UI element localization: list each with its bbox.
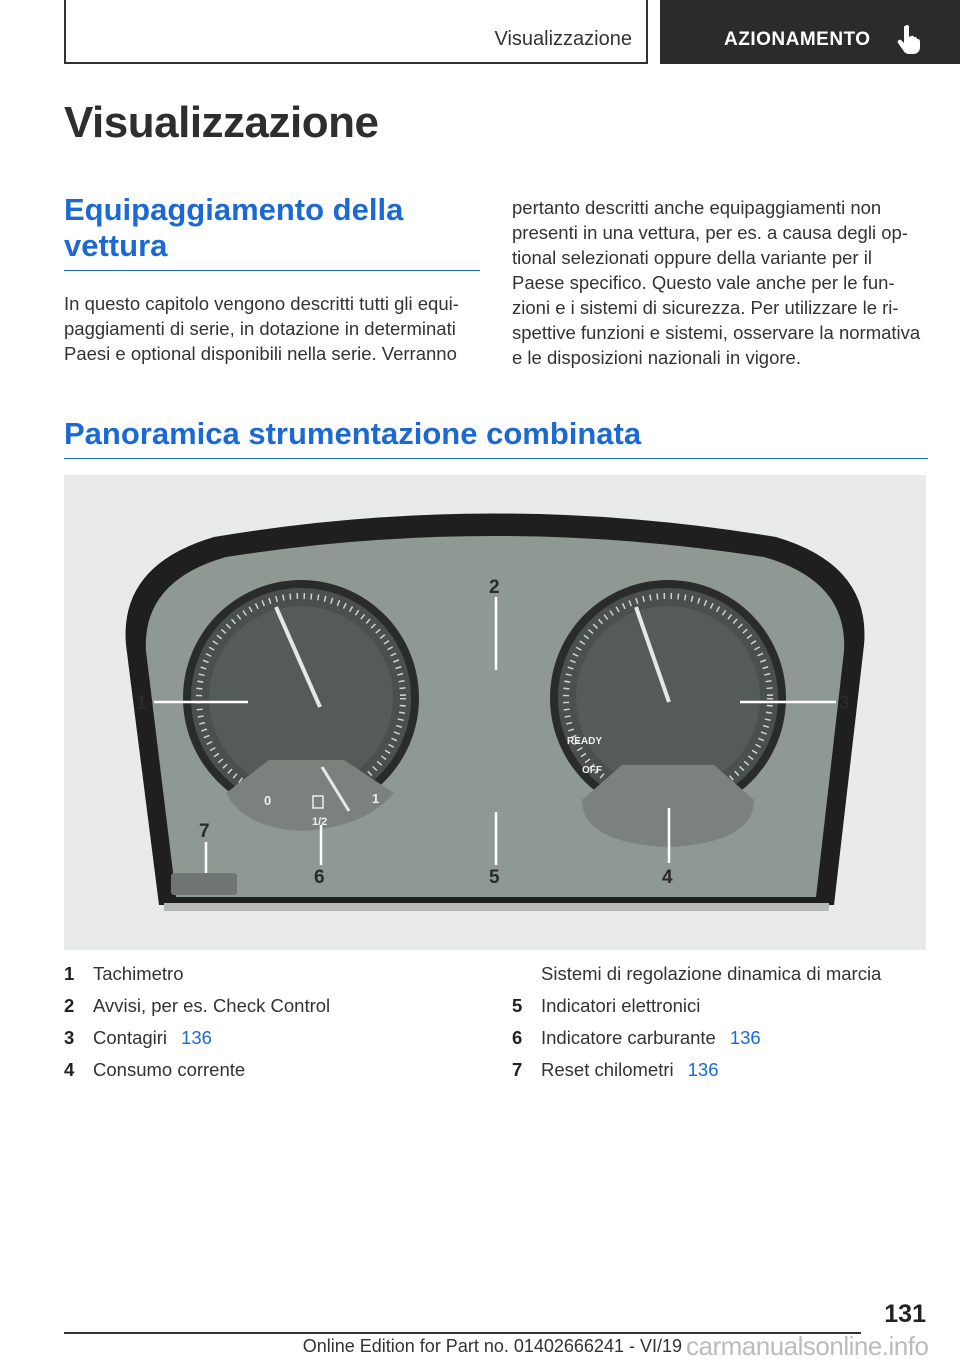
legend-text: Avvisi, per es. Check Control	[93, 995, 331, 1016]
legend-item	[512, 990, 932, 1022]
legend-text: Indicatore carburante	[541, 1027, 716, 1048]
text-line: zioni e i sistemi di sicurezza. Per utilizzare le ri-	[512, 297, 899, 318]
callout-6: 6	[314, 867, 325, 888]
callout-5: 5	[489, 867, 500, 888]
callout-7: 7	[199, 821, 210, 842]
legend-text: Indicatori elettronici	[541, 995, 701, 1016]
legend-number: 1	[64, 963, 75, 984]
text-line: presenti in una vettura, per es. a causa degli op-	[512, 222, 908, 243]
fuel-scale-half: 1/2	[312, 816, 328, 828]
callout-1: 1	[136, 693, 147, 714]
callout-2: 2	[489, 577, 500, 598]
edition-note: Online Edition for Part no. 01402666241 - VI/19	[302, 1336, 682, 1356]
section-title-equipment	[64, 192, 480, 271]
intro-paragraph-col2	[512, 195, 932, 370]
section-title-line-2: vettura	[64, 228, 168, 263]
legend-item	[64, 1022, 484, 1054]
legend-right-column	[512, 958, 932, 1086]
legend-text: Tachimetro	[93, 963, 184, 984]
fuel-scale-0: 0	[264, 793, 272, 808]
off-label: OFF	[582, 765, 602, 776]
cluster-trim	[164, 903, 829, 911]
ready-label: READY	[567, 736, 603, 747]
legend-number: 6	[512, 1027, 523, 1048]
legend-number: 5	[512, 995, 523, 1016]
text-line: pertanto descritti anche equipaggiamenti non	[512, 197, 882, 218]
section-title-line-1: Equipaggiamento della	[64, 192, 404, 227]
legend-text: Contagiri	[93, 1027, 168, 1048]
legend-number: 2	[64, 995, 75, 1016]
legend-item	[64, 990, 484, 1022]
pointing-hand-icon	[896, 24, 920, 54]
legend-number: 7	[512, 1059, 523, 1080]
legend-item	[64, 958, 484, 990]
text-line: Paese specifico. Questo vale anche per le fun-	[512, 272, 895, 293]
chapter-tab[interactable]	[660, 0, 960, 64]
text-line: e le disposizioni nazionali in vigore.	[512, 347, 801, 368]
legend-number: 3	[64, 1027, 75, 1048]
intro-paragraph-col1	[64, 291, 484, 366]
callout-3: 3	[839, 693, 850, 714]
page-reference-link[interactable]: 136	[181, 1027, 212, 1048]
running-header	[64, 0, 648, 64]
page-number: 131	[884, 1300, 926, 1328]
page-reference-link[interactable]: 136	[729, 1027, 761, 1048]
callout-4: 4	[662, 867, 673, 888]
legend-item	[512, 1054, 932, 1086]
header-section-title: Visualizzazione	[494, 28, 632, 50]
page-reference-link[interactable]: 136	[687, 1059, 719, 1080]
text-line: In questo capitolo vengono descritti tutti gli equi-	[64, 293, 459, 314]
legend-left-column	[64, 958, 484, 1086]
text-line: Paesi e optional disponibili nella serie. Verranno	[64, 343, 457, 364]
instrument-cluster-illustration	[64, 475, 926, 950]
legend-continuation: Sistemi di regolazione dinamica di marcia	[541, 963, 882, 984]
section-title-instrument-cluster: Panoramica strumentazione combinata	[64, 414, 928, 459]
chapter-title: AZIONAMENTO	[724, 29, 871, 50]
legend-item	[512, 1022, 932, 1054]
legend-text: Reset chilometri	[541, 1059, 674, 1080]
text-line: tional selezionati oppure della variante per il	[512, 247, 872, 268]
trip-reset-button	[171, 873, 237, 895]
tachometer-dial	[550, 580, 786, 847]
legend-number: 4	[64, 1059, 75, 1080]
legend-item	[64, 1054, 484, 1086]
fuel-scale-1: 1	[372, 791, 380, 806]
legend-text: Consumo corrente	[93, 1059, 246, 1080]
page-title: Visualizzazione	[64, 98, 379, 147]
text-line: paggiamenti di serie, in dotazione in determinati	[64, 318, 456, 339]
watermark-logo: carmanualsonline.info	[686, 1331, 929, 1361]
text-line: spettive funzioni e sistemi, osservare la normativa	[512, 322, 921, 343]
